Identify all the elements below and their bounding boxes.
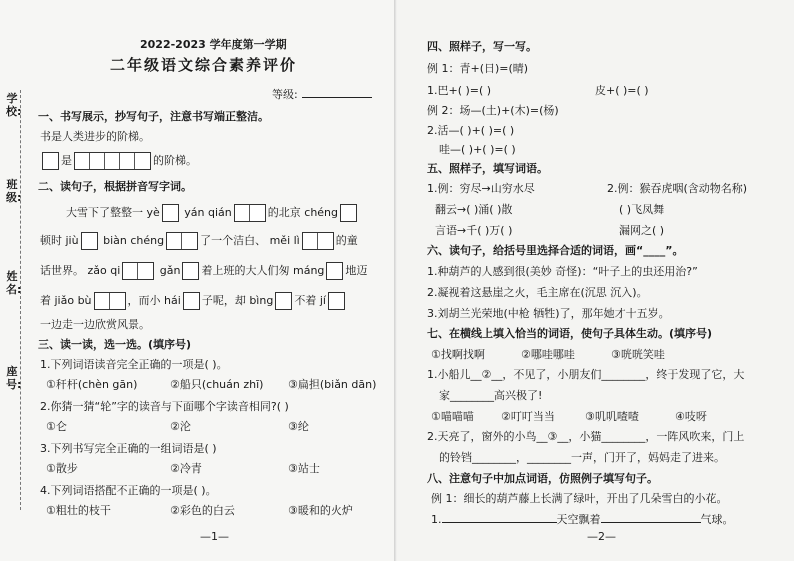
q3-option-2[interactable]: ②冷青 — [170, 462, 202, 475]
section-1-heading: 一、书写展示，抄写句子，注意书写端正整洁。 — [38, 110, 269, 123]
q3-option-3[interactable]: ③站士 — [288, 462, 320, 475]
section-2-line-2: 顿时 jiù biàn chéng 了一个洁白、 měi lì 的童 — [40, 232, 358, 250]
q2-option-2[interactable]: ②沦 — [170, 420, 191, 433]
pinyin-grid[interactable] — [326, 262, 343, 280]
s7-options-2-d: ④吱呀 — [675, 410, 707, 423]
section-4-item-2b[interactable]: 哇—( )+( )=( ) — [439, 143, 516, 156]
s7-options-2-c: ③叽叽喳喳 — [585, 410, 639, 423]
section-4-heading: 四、照样子，写一写。 — [427, 40, 537, 53]
side-label-class: 班级: — [6, 178, 22, 204]
section-2-heading: 二、读句子，根据拼音写字词。 — [38, 180, 192, 193]
pinyin-grid[interactable] — [302, 232, 334, 250]
q4-option-2[interactable]: ②彩色的白云 — [170, 504, 235, 517]
section-1-answer-line: 是 的阶梯。 — [40, 152, 197, 170]
s7-options-2-a: ①喵喵喵 — [431, 410, 474, 423]
section-4-example-2: 例 2：场—(土)+(木)=(杨) — [427, 104, 559, 117]
section-2-line-3: 话世界。 zǎo qi gǎn 着上班的大人们匆 máng 地迈 — [40, 262, 367, 280]
copy-grid-1[interactable] — [42, 152, 59, 170]
pinyin-grid[interactable] — [182, 262, 199, 280]
side-label-school: 学校: — [6, 92, 22, 118]
s7-options-1-a: ①找啊找啊 — [431, 348, 485, 361]
section-5-heading: 五、照样子，填写词语。 — [427, 162, 548, 175]
side-label-seat: 座号: — [6, 365, 22, 391]
pinyin-grid[interactable] — [275, 292, 292, 310]
pinyin-grid[interactable] — [340, 204, 357, 222]
q1-option-3[interactable]: ③扁担(biǎn dān) — [288, 378, 377, 391]
question-3: 3.下列书写完全正确的一组词语是( ) — [40, 442, 217, 455]
question-1: 1.下列词语读音完全正确的一项是( )。 — [40, 358, 228, 371]
q4-option-1[interactable]: ①粗壮的枝干 — [46, 504, 111, 517]
s7-options-2-b: ②叮叮当当 — [501, 410, 555, 423]
question-4: 4.下列词语搭配不正确的一项是( )。 — [40, 484, 217, 497]
section-5-example-2: 2.例：猴吞虎咽(含动物名称) — [607, 182, 748, 195]
section-8-example: 例 1：细长的葫芦藤上长满了绿叶，开出了几朵雪白的小花。 — [431, 492, 728, 505]
grade-blank[interactable] — [302, 87, 372, 98]
copy-grid-2[interactable] — [74, 152, 151, 170]
binding-dashed-line — [20, 90, 21, 510]
pinyin-grid[interactable] — [94, 292, 126, 310]
s7-options-1-b: ②哪哇哪哇 — [521, 348, 575, 361]
section-5-item-a1[interactable]: 翻云→( )涌( )散 — [435, 203, 513, 216]
s7-options-1-c: ③咣咣笑哇 — [611, 348, 665, 361]
section-5-example-1: 1.例：穷尽→山穷水尽 — [427, 182, 535, 195]
exam-page-right — [397, 0, 794, 561]
section-2-line-4: 着 jiǎo bù ，而小 hái 子呢，却 bìng 不着 jí — [40, 292, 347, 310]
q1-option-1[interactable]: ①秆杆(chèn gān) — [46, 378, 138, 391]
grade-field — [272, 87, 372, 102]
page-number-right: —2— — [587, 530, 616, 543]
exam-title: 二年级语文综合素养评价 — [110, 56, 298, 74]
q2-option-3[interactable]: ③纶 — [288, 420, 309, 433]
section-8-heading: 八、注意句子中加点词语，仿照例子填写句子。 — [427, 472, 658, 485]
page-number-left: —1— — [200, 530, 229, 543]
q1-option-2[interactable]: ②船只(chuán zhī) — [170, 378, 264, 391]
section-4-item-1a[interactable]: 1.巴+( )=( ) — [427, 84, 492, 97]
pinyin-grid[interactable] — [166, 232, 198, 250]
section-7-item-2a[interactable]: 2.天亮了，窗外的小鸟__③__，小猫________，一阵风吹来，门上 — [427, 430, 745, 443]
section-5-item-b2[interactable]: 漏网之( ) — [619, 224, 665, 237]
section-3-heading: 三、读一读，选一选。(填序号) — [38, 338, 192, 351]
grade-label: 等级: — [272, 88, 298, 101]
section-7-item-1a[interactable]: 1.小船儿__②__，不见了，小朋友们________，终于发现了它，大 — [427, 368, 745, 381]
section-6-heading: 六、读句子，给括号里选择合适的词语，画“____”。 — [427, 244, 684, 257]
section-6-item-3[interactable]: 3.刘胡兰光荣地(中枪 牺牲)了，那年她才十五岁。 — [427, 307, 670, 320]
q4-option-3[interactable]: ③暖和的火炉 — [288, 504, 353, 517]
school-year: 2022-2023 学年度第一学期 — [140, 38, 287, 51]
pinyin-grid[interactable] — [328, 292, 345, 310]
section-6-item-1[interactable]: 1.种葫芦的人感到很(美妙 奇怪)：“叶子上的虫还用治?” — [427, 265, 698, 278]
section-5-item-b1[interactable]: 言语→千( )万( ) — [435, 224, 513, 237]
section-1-sentence: 书是人类进步的阶梯。 — [40, 130, 150, 143]
pinyin-grid[interactable] — [183, 292, 200, 310]
side-label-name: 姓名: — [6, 270, 22, 296]
section-6-item-2[interactable]: 2.凝视着这悬崖之火，毛主席在(沉思 沉入)。 — [427, 286, 648, 299]
q3-option-1[interactable]: ①散步 — [46, 462, 78, 475]
section-7-item-1b[interactable]: 家________高兴极了! — [439, 389, 543, 402]
pinyin-grid[interactable] — [122, 262, 154, 280]
pinyin-grid[interactable] — [162, 204, 179, 222]
section-4-item-1b[interactable]: 皮+( )=( ) — [595, 84, 649, 97]
section-4-example-1: 例 1：青+(日)=(晴) — [427, 62, 529, 75]
section-5-item-a2[interactable]: ( )飞凤舞 — [619, 203, 665, 216]
section-7-item-2b[interactable]: 的铃铛________，________一声，门开了，妈妈走了进来。 — [439, 451, 725, 464]
section-4-item-2a[interactable]: 2.活—( )+( )=( ) — [427, 124, 515, 137]
section-8-item-1[interactable]: 1. 天空飘着 气球。 — [431, 513, 734, 526]
section-2-line-5: 一边走一边欣赏风景。 — [40, 318, 150, 331]
section-2-line-1: 大雪下了整整一 yè yán qián 的北京 chéng — [66, 204, 359, 222]
pinyin-grid[interactable] — [234, 204, 266, 222]
question-2: 2.你猜一猜“轮”字的读音与下面哪个字读音相同?( ) — [40, 400, 289, 413]
q2-option-1[interactable]: ①仑 — [46, 420, 67, 433]
pinyin-grid[interactable] — [81, 232, 98, 250]
section-7-heading: 七、在横线上填入恰当的词语，使句子具体生动。(填序号) — [427, 327, 713, 340]
